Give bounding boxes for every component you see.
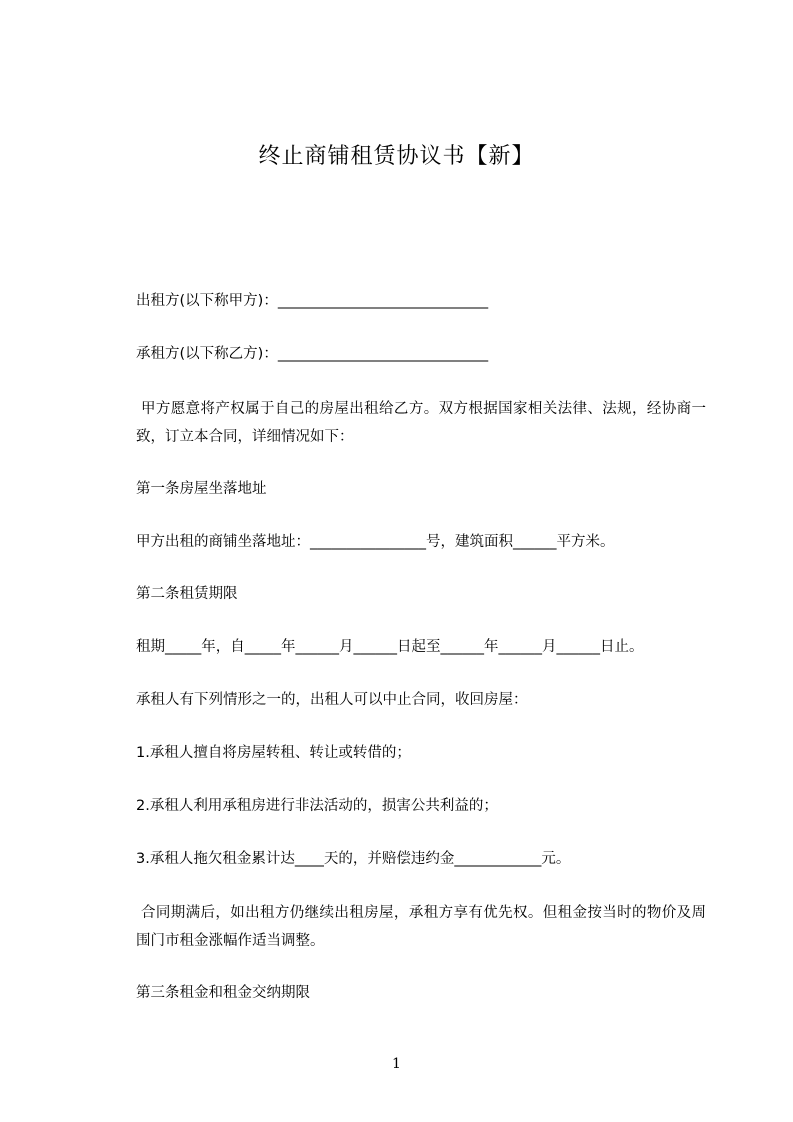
document-title: 终止商铺租赁协议书【新】 (258, 144, 535, 169)
article-2-conditions: 承租人有下列情形之一的，出租人可以中止合同，收回房屋： (136, 692, 528, 708)
lessee-line: 承租方(以下称乙方)：_____________________________ (136, 346, 489, 362)
condition-item-3: 3.承租人拖欠租金累计达____天的，并赔偿违约金____________元。 (136, 851, 571, 867)
page-number: 1 (392, 1056, 401, 1072)
lessor-line: 出租方(以下称甲方)：_____________________________ (136, 293, 489, 309)
condition-item-1: 1.承租人擅自将房屋转租、转让或转借的； (136, 745, 411, 761)
article-2-term: 租期_____年，自_____年______月______日起至______年______月______日止。 (136, 639, 644, 655)
article-3-heading: 第三条租金和租金交纳期限 (136, 985, 310, 1001)
renewal-paragraph: 合同期满后，如出租方仍继续出租房屋，承租方享有优先权。但租金按当时的物价及周围门市租金涨幅作适当调整。 (136, 905, 707, 949)
condition-item-2: 2.承租人利用承租房进行非法活动的，损害公共利益的； (136, 798, 498, 814)
article-2-heading: 第二条租赁期限 (136, 586, 238, 602)
article-1-heading: 第一条房屋坐落地址 (136, 481, 267, 497)
intro-paragraph: 甲方愿意将产权属于自己的房屋出租给乙方。双方根据国家相关法律、法规，经协商一致，订立本合同，详细情况如下： (136, 401, 707, 445)
article-1-body: 甲方出租的商铺坐落地址：________________号，建筑面积______平方米。 (136, 534, 615, 550)
